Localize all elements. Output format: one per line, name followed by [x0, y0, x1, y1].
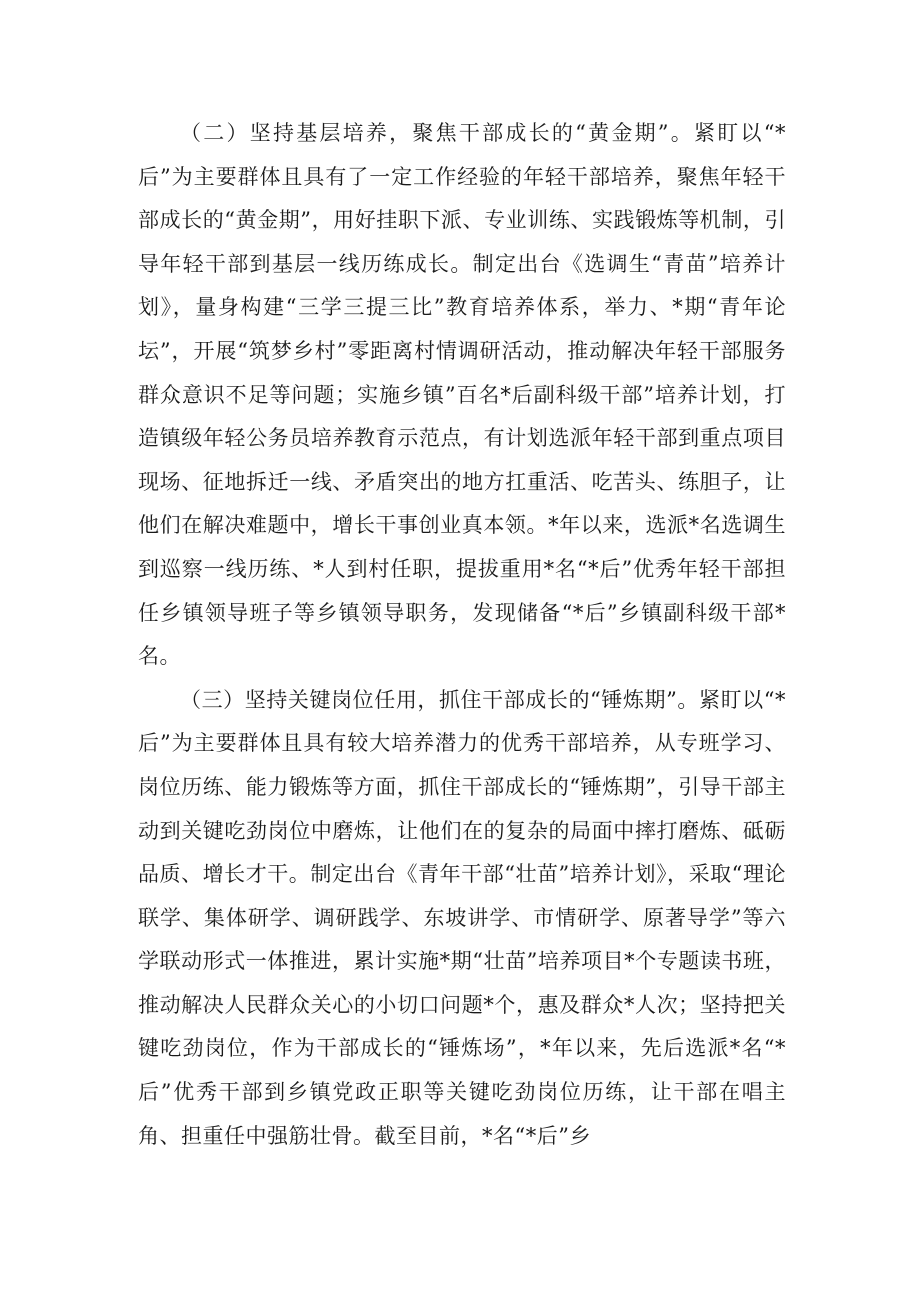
paragraph-grassroots-training: （二）坚持基层培养，聚焦干部成长的“黄金期”。紧盯以“*后”为主要群体且具有了一定工作经验的年轻干部培养，聚焦年轻干部成长的“黄金期”，用好挂职下派、专业训练、实践锻炼等机制，引导年轻干部到基层一线历练成长。制定出台《选调生“青苗”培养计划》，量身构建“三学三提三比”教育培养体系，举力、*期“青年论坛”，开展“筑梦乡村”零距离村情调研活动，推动解决年轻干部服务群众意识不足等问题；实施乡镇”百名*后副科级干部”培养计划，打造镇级年轻公务员培养教育示范点，有计划选派年轻干部到重点项目现场、征地拆迁一线、矛盾突出的地方扛重活、吃苦头、练胆子，让他们在解决难题中，增长干事创业真本领。*年以来，选派*名选调生到巡察一线历练、*人到村任职，提拔重用*名“*后”优秀年轻干部担任乡镇领导班子等乡镇领导职务，发现储备“*后”乡镇副科级干部*名。 [138, 121, 786, 669]
paragraph-key-post-appointment: （三）坚持关键岗位任用，抓住干部成长的“锤炼期”。紧盯以“*后”为主要群体且具有较大培养潜力的优秀干部培养，从专班学习、岗位历练、能力锻炼等方面，抓住干部成长的“锤炼期”，引导干部主动到关键吃劲岗位中磨炼，让他们在的复杂的局面中摔打磨炼、砥砺品质、增长才干。制定出台《青年干部“壮苗”培养计划》，采取“理论联学、集体研学、调研践学、东坡讲学、市情研学、原著导学”等六学联动形式一体推进，累计实施*期“壮苗”培养项目*个专题读书班，推动解决人民群众关心的小切口问题*个，惠及群众*人次；坚持把关键吃劲岗位，作为干部成长的“锤炼场”，*年以来，先后选派*名“*后”优秀干部到乡镇党政正职等关键吃劲岗位历练，让干部在唱主角、担重任中强筋壮骨。截至目前，*名“*后”乡 [138, 687, 786, 1148]
document-body [138, 112, 786, 1158]
